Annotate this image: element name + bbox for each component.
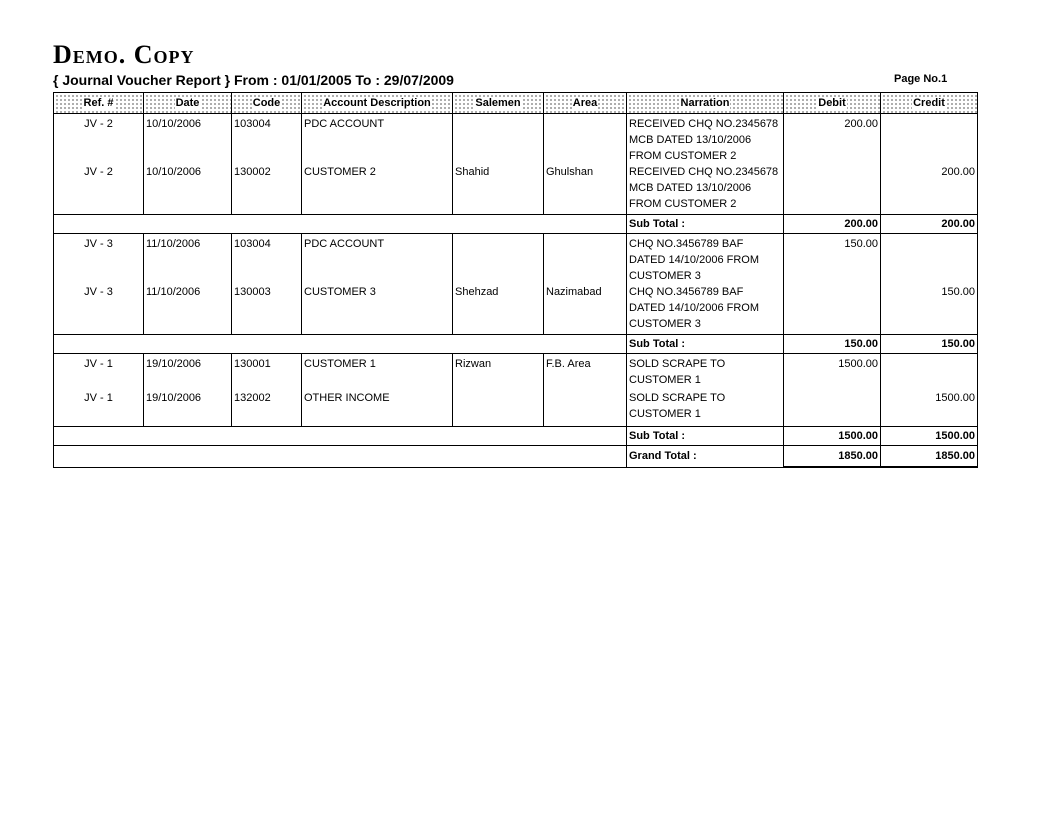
column-header-area: Area (544, 93, 627, 114)
subtotal-label: Sub Total : (627, 335, 784, 354)
grand-total-debit: 1850.00 (784, 446, 881, 468)
salesman-cell: Shehzad (453, 284, 544, 335)
table-body (54, 114, 978, 468)
debit-cell (784, 164, 881, 215)
subtotal-row (54, 427, 978, 446)
credit-cell: 150.00 (881, 284, 978, 335)
code-cell: 130002 (232, 164, 302, 215)
code-cell: 103004 (232, 234, 302, 285)
debit-cell (784, 284, 881, 335)
date-cell: 10/10/2006 (144, 114, 232, 165)
narration-cell: SOLD SCRAPE TO CUSTOMER 1 (627, 354, 784, 391)
code-cell: 130003 (232, 284, 302, 335)
column-header-code: Code (232, 93, 302, 114)
credit-cell: 200.00 (881, 164, 978, 215)
ref-cell: JV - 2 (54, 114, 144, 165)
date-cell: 19/10/2006 (144, 354, 232, 391)
grand-total-label: Grand Total : (627, 446, 784, 468)
demo-copy-title: Demo. Copy (53, 40, 195, 69)
subtotal-spacer (54, 427, 627, 446)
subtotal-debit: 150.00 (784, 335, 881, 354)
table-row (54, 234, 978, 285)
header-row (54, 93, 978, 114)
grand-total-spacer (54, 446, 627, 468)
credit-cell (881, 234, 978, 285)
area-cell (544, 234, 627, 285)
debit-cell (784, 390, 881, 427)
table-row (54, 114, 978, 165)
code-cell: 103004 (232, 114, 302, 165)
column-header-credit: Credit (881, 93, 978, 114)
table-header (54, 93, 978, 114)
area-cell: Ghulshan (544, 164, 627, 215)
date-cell: 10/10/2006 (144, 164, 232, 215)
table-row (54, 164, 978, 215)
subtotal-credit: 150.00 (881, 335, 978, 354)
account-cell: OTHER INCOME (302, 390, 453, 427)
column-header-debit: Debit (784, 93, 881, 114)
debit-cell: 150.00 (784, 234, 881, 285)
ref-cell: JV - 1 (54, 390, 144, 427)
salesman-cell (453, 390, 544, 427)
subtotal-credit: 1500.00 (881, 427, 978, 446)
code-cell: 132002 (232, 390, 302, 427)
column-header-narration: Narration (627, 93, 784, 114)
credit-cell: 1500.00 (881, 390, 978, 427)
column-header-account-description: Account Description (302, 93, 453, 114)
date-cell: 19/10/2006 (144, 390, 232, 427)
table-row (54, 354, 978, 391)
area-cell: F.B. Area (544, 354, 627, 391)
account-cell: CUSTOMER 2 (302, 164, 453, 215)
ref-cell: JV - 2 (54, 164, 144, 215)
subtotal-label: Sub Total : (627, 215, 784, 234)
grand-total-credit: 1850.00 (881, 446, 978, 468)
debit-cell: 200.00 (784, 114, 881, 165)
date-cell: 11/10/2006 (144, 234, 232, 285)
credit-cell (881, 354, 978, 391)
narration-cell: CHQ NO.3456789 BAF DATED 14/10/2006 FROM CUSTOMER 3 (627, 284, 784, 335)
grand-total-row (54, 446, 978, 468)
subtotal-spacer (54, 215, 627, 234)
credit-cell (881, 114, 978, 165)
column-header-date: Date (144, 93, 232, 114)
salesman-cell: Rizwan (453, 354, 544, 391)
area-cell (544, 390, 627, 427)
account-cell: PDC ACCOUNT (302, 114, 453, 165)
column-header-salesman: Salemen (453, 93, 544, 114)
subtotal-label: Sub Total : (627, 427, 784, 446)
area-cell (544, 114, 627, 165)
ref-cell: JV - 3 (54, 284, 144, 335)
subtotal-spacer (54, 335, 627, 354)
table-row (54, 284, 978, 335)
subtotal-credit: 200.00 (881, 215, 978, 234)
date-cell: 11/10/2006 (144, 284, 232, 335)
narration-cell: RECEIVED CHQ NO.2345678 MCB DATED 13/10/2006 FROM CUSTOMER 2 (627, 164, 784, 215)
account-cell: PDC ACCOUNT (302, 234, 453, 285)
ref-cell: JV - 1 (54, 354, 144, 391)
account-cell: CUSTOMER 1 (302, 354, 453, 391)
salesman-cell (453, 114, 544, 165)
subtotal-row (54, 335, 978, 354)
account-cell: CUSTOMER 3 (302, 284, 453, 335)
table-row (54, 390, 978, 427)
salesman-cell (453, 234, 544, 285)
debit-cell: 1500.00 (784, 354, 881, 391)
narration-cell: SOLD SCRAPE TO CUSTOMER 1 (627, 390, 784, 427)
code-cell: 130001 (232, 354, 302, 391)
narration-cell: CHQ NO.3456789 BAF DATED 14/10/2006 FROM CUSTOMER 3 (627, 234, 784, 285)
subtotal-debit: 200.00 (784, 215, 881, 234)
column-header-ref: Ref. # (54, 93, 144, 114)
subtotal-debit: 1500.00 (784, 427, 881, 446)
subtotal-row (54, 215, 978, 234)
report-subtitle: { Journal Voucher Report } From : 01/01/2005 To : 29/07/2009 (53, 72, 454, 88)
journal-voucher-table (53, 92, 978, 468)
salesman-cell: Shahid (453, 164, 544, 215)
page-number: Page No.1 (894, 73, 948, 85)
ref-cell: JV - 3 (54, 234, 144, 285)
narration-cell: RECEIVED CHQ NO.2345678 MCB DATED 13/10/2006 FROM CUSTOMER 2 (627, 114, 784, 165)
area-cell: Nazimabad (544, 284, 627, 335)
